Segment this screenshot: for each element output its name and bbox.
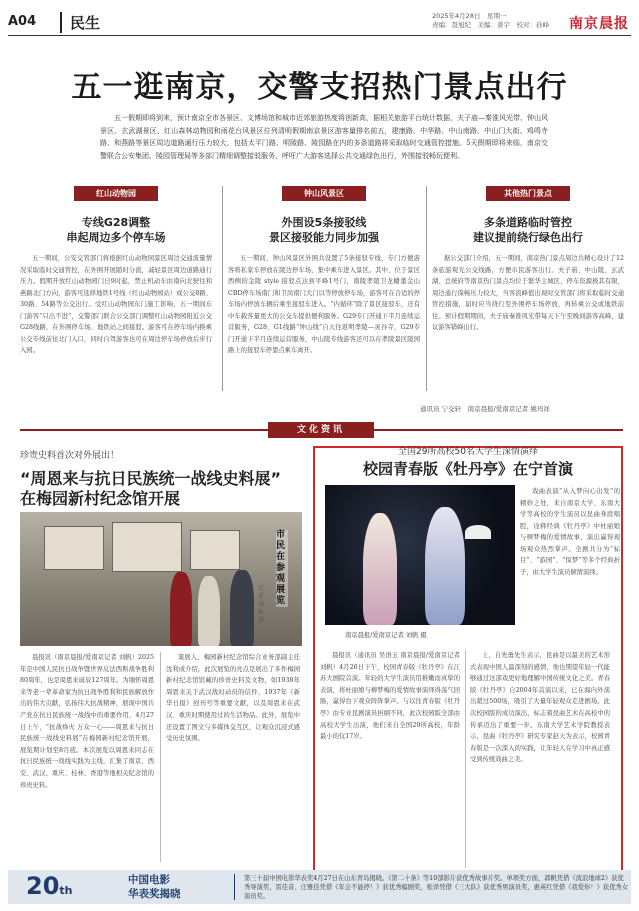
column-divider [160,652,161,862]
right-story-subtitle: 全国29所高校50名大学生深情演绎 [398,447,538,457]
issue-date: 2025年4月28日 星期一 [432,12,507,20]
column-body: 据公交部门介绍，五一期间，南京热门景点周边共精心设计了12条旅游观光公交线路，方便市民游客出行。夫子庙、中山陵、玄武湖、总统府等南京热门景点均位于繁华主城区，停车资源极其有限，周边通行保畅压力较大，当客流峰值出现时交管部门将采取临时交通管控措施，届时应当绕行至外围停车场停放，再转乘公交或地铁前往。预计假期期间，夫子庙秦淮风光带每天下午至晚间游客高峰，建议游客错峰出行。 [432,255,624,331]
right-story-top-text: 戏曲表演“从入梦向心出发”的精妙之处，来自南京大学、东南大学等高校的学生演员以昆曲身段唱腔，诠释经典《牡丹亭》中杜丽娘与柳梦梅的爱情故事，演出赢得现场观众热烈掌声。全剧共分为“标目”、“游园”、“惊梦”等多个经典折子，由大学生演员倾情演绎。 [520,488,620,576]
main-headline: 五一逛南京，交警支招热门景点出行 [71,70,568,105]
left-story-title-line-2: 在梅园新村纪念馆开展 [20,489,181,508]
left-photo-caption: 记者 刘帆 摄 [258,585,265,624]
footer-title [128,873,181,901]
footer-title-line-2: 华表奖揭晓 [128,888,181,900]
section-title: 民生 [60,12,100,33]
column-divider [222,186,223,391]
column-tag: 其他热门景点 [486,186,570,201]
photo-overlay-text: 市民在参观展览 [276,530,288,607]
visitor-figure [170,572,192,646]
actor-figure [425,507,465,625]
column-title-line-2: 串起周边多个停车场 [66,231,166,244]
left-story-body-2: 策展人、梅园新村纪念馆综合业务部副主任沈利成介绍，此次展览的亮点是展出了多件梅园新村纪念馆馆藏的珍贵史料及文物，如1938年周恩来关于武汉战时动员的信件、1937年《新华日报》创刊号等重要文献，以及周恩来在武汉、重庆时期使用过的生活物品。此外，展览中还设置了图文与多媒体交互区，让观众沉浸式感受历史氛围。 [166,654,300,743]
column-title [228,215,420,245]
lead-paragraph: 五一假期即将到来，预计南京全市各景区、文博场馆和城市近郊旅游热度将创新高，据相关旅游平台统计数据，夫子庙—秦淮风光带、钟山风景区、玄武湖景区、红山森林动物园和雨花台风景区位列清明假期南京景区游客量排名前五，建康路、中华路、中山南路、中山门大街、鸡鸣寺路、和燕路等景区周边道路通行压力较大，包括太平门路、明陵路、陵园路在内的多条道路将采取临时交通管控措施。5天假期即将来临，南京交警联合公安集团、陵园管理局等多部门精细调整接驳服务，呼吁广大游客选择公共交通绿色出行，外围接驳畅玩便利。 [100,114,548,160]
editor-credits: 责编：聂旭纪 美编：姜宇 校对：孙峰 [432,21,549,29]
left-story-header [20,448,310,509]
column-body: 五一期间，公安交管部门将根据红山动物园景区周边交通流量情况采取临时交通管控，在外围开展随时分流，减轻景区周边道路通行压力。假期开放红山动物园门日9时起，禁止机动车由南向北驶往和燕路北门方向，游客可选择地铁1号线（红山动物园站）或公交8路、30路、54路等公交出行。受红山动物园东门施工影响，五一期间东门游客“只出不进”，交警部门联合公交部门调整红山动物园附近公交G28线路，在外围停车场、地铁站之间接驳。游客可在停车场内换乘公交专线前往北门入口，同时自驾游客也可在周边停车场停放后步行入园。 [20,255,212,354]
visitor-figure [198,576,220,646]
page-number: A04 [8,14,37,29]
issue-meta [432,12,549,30]
footer-number-suffix: th [59,884,73,897]
column-zhongshan [228,186,420,357]
right-story-title: 校园青春版《牡丹亭》在宁首演 [362,460,573,478]
column-body: 五一期间，钟山风景区外围共设置了5条接驳专线，专门方便游客将私家车停放在陵边停车场，集中乘车进入景区。其中，位于景区西侧的金陵 style 接驳点达到平峰1号门，南陵孝陵卫龙蟠董金山CBD停车场南门和卫岗南门大门以等停放停车场，游客可在合适的停车场内停放车辆后乘坐接驳车进入。“内循环”除了景区接驳车，还有中车载客量更大的公交车提供便利服务。G29专门开通下半月连续运营服务，G28、G1线路“钟山线”自天往返明孝陵—灵谷寺，G29专门开通下半月连续运营服务，中山陵专线游客还可以在孝陵景区陵园路上的接驳车停靠点乘车离开。 [228,255,420,354]
actor-figure [363,513,397,625]
footer-divider [234,874,235,900]
left-story-subtitle: 珍贵史料首次对外展出！ [20,451,120,461]
peony-pavilion-photo [325,485,515,625]
banner-label: 文化资讯 [268,422,374,438]
footer-number-value: 20 [26,872,60,900]
right-story-body-2: 上，自先勇先生表示，昆曲是以最美的艺术形式表现中国人最深刻的感情，他也期望年轻一代能够通过这部戏更好地理解中国传统文化之美。青春版《牡丹亭》自2004年首演以来，已在海内外演出超过500场，吸引了大量年轻观众走进剧场。此次校园版的成功演出，标志着昆曲艺术在高校中的传承迈出了重要一步。东南大学艺术学院教授表示，昆曲《牡丹亭》研究专家赵天为表示，校园青春版是一次深入的实践，让年轻人在学习中真正感受到传统戏曲之美。 [470,652,610,764]
column-other-spots [432,186,624,334]
column-hongshan [20,186,212,357]
culture-banner [20,422,623,438]
column-title-line-1: 多条道路临时管控 [484,216,572,229]
footer-number [26,872,73,900]
column-divider [426,186,427,391]
column-title-line-2: 建议提前绕行绿色出行 [473,231,583,244]
exhibit-panel [44,526,104,570]
fan-prop [465,525,491,539]
left-story-body-1: 晨报讯（南京晨报/爱南京记者 刘帆）2025年是中国人民抗日战争暨世界反法西斯战争胜利80周年，也是周恩来诞辰127周年。为缅怀周恩来等老一辈革命家为抗日战争胜利和民族解放作出的伟大贡献，弘扬伟大抗战精神，展现中国共产党在抗日民族统一战线中的重要作用，4月27日上午，“抗战烽火 万众一心——周恩来与抗日民族统一战线史料展”在梅园新村纪念馆开展，展览期计划至8月底。本次展览以周恩来同志在抗日民族统一战线实践为主线，汇集了南京、西安、武汉、重庆、桂林、香港等地相关纪念馆的珍贵史料。 [20,654,154,789]
column-divider [465,650,466,868]
left-story-title-line-1: “周恩来与抗日民族统一战线史料展” [20,469,282,488]
report-credit: 通讯员 宁交轩 南京晨报/爱南京记者 姚玛祥 [420,405,550,413]
right-story-body-1: 晨报讯（通讯员 吴语玉 南京晨报/爱南京记者 刘帆）4月26日下午，校园青春版《牡丹亭》在江苏大剧院首演。年轻的大学生演员用稚嫩而真挚的表演，将杜丽娘与柳梦梅的爱情故事演绎得荡气回肠，赢得台下观众阵阵掌声。与以往青春版《牡丹亭》由专业昆剧演员担纲不同，此次校园版全部由高校大学生出演，他们来自全国29所高校，年龄最小的仅17岁。 [320,652,460,741]
column-title-line-1: 专线G28调整 [81,216,151,229]
left-story-title [20,469,310,509]
exhibit-panel [190,530,240,570]
right-photo-caption: 南京晨报/爱南京记者 刘帆 摄 [345,632,427,639]
footer-text: 第三十届中国电影华表奖4月27日在山东青岛揭晓。《第二十条》等10部影片获优秀故事片奖。单项奖方面，郭帆凭借《流浪地球2》获优秀导演奖，雷佳音、庄雅佳凭借《年会不能停！》获优秀编剧奖，张译凭借《三大队》获优秀男演员奖，惠英红凭借《我爱你！》获优秀女演员奖。 [244,875,629,901]
footer-title-line-1: 中国电影 [128,874,170,886]
column-title-line-1: 外围设5条接驳线 [281,216,367,229]
column-title-line-2: 景区接驳能力同步加强 [269,231,379,244]
exhibit-panel [112,522,182,572]
visitor-figure [230,570,254,646]
column-title [20,215,212,245]
column-tag: 红山动物园 [74,186,158,201]
page-header [8,10,631,36]
column-title [432,215,624,245]
column-tag: 钟山风景区 [282,186,366,201]
newspaper-logo: 南京晨报 [569,16,629,32]
exhibition-photo [20,512,302,646]
footer-bar [8,870,631,904]
